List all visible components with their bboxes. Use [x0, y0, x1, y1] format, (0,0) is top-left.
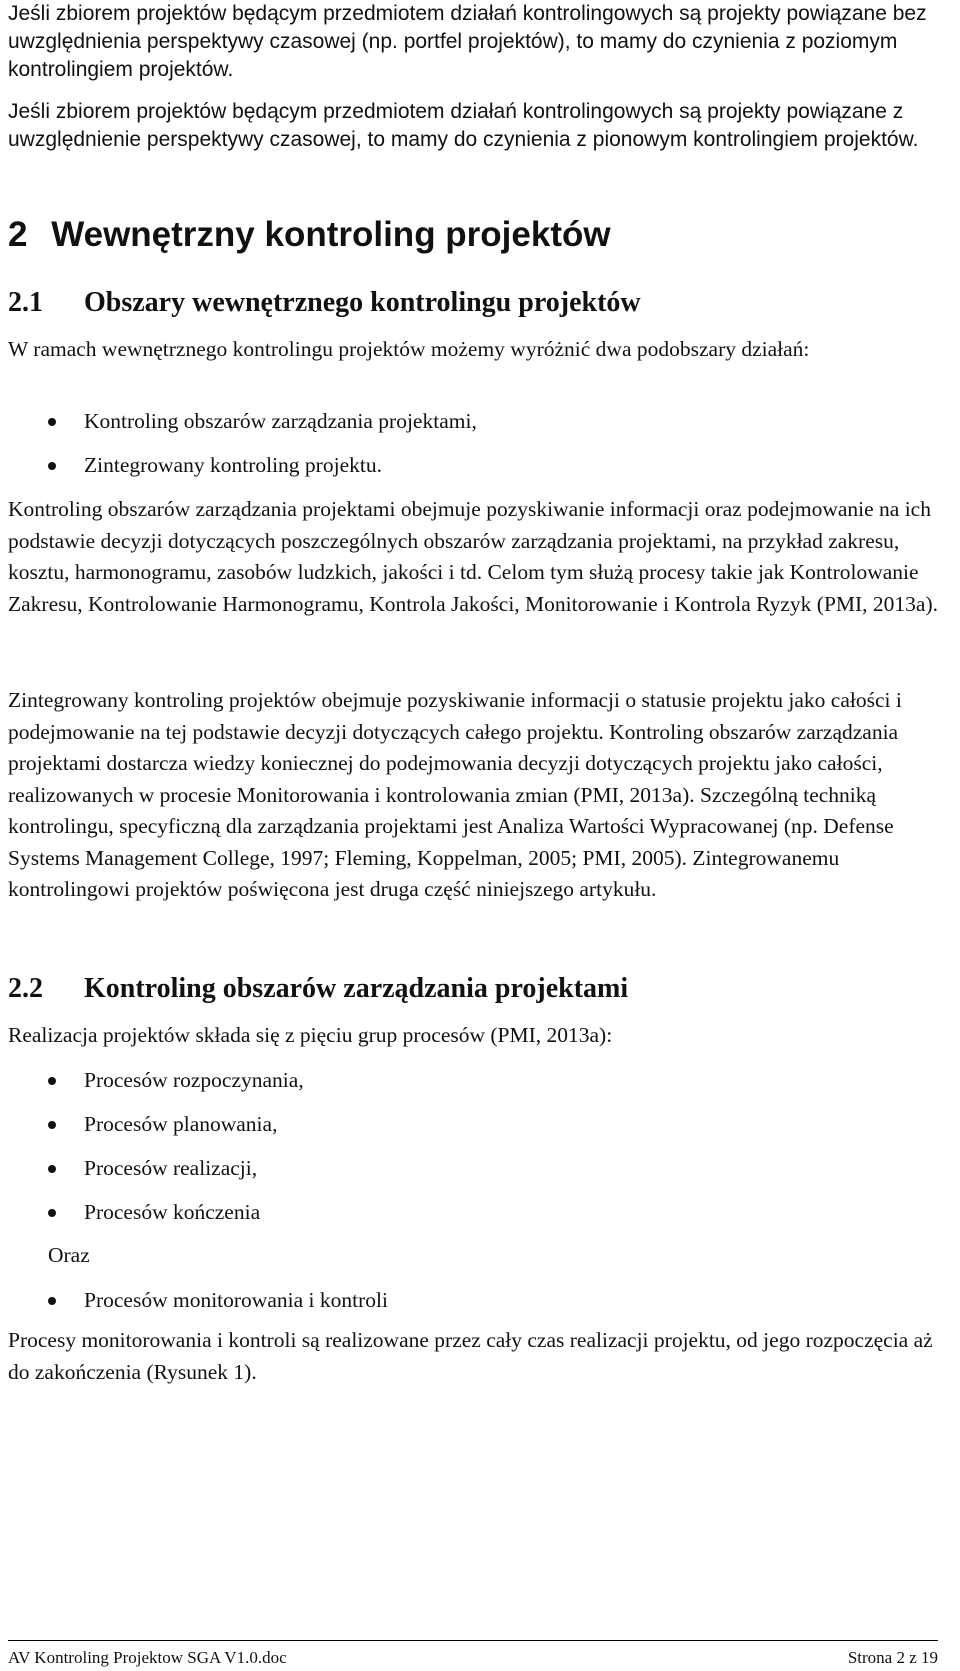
list-item	[8, 1110, 938, 1138]
list-item	[8, 1198, 938, 1226]
list-item-text: Procesów realizacji,	[84, 1156, 258, 1180]
page-footer	[8, 1640, 938, 1667]
bullet-icon	[48, 462, 56, 470]
section-2-1-title: Obszary wewnętrznego kontrolingu projektów	[84, 287, 641, 318]
list-item-text: Procesów kończenia	[84, 1200, 261, 1224]
section-2-2-title: Kontroling obszarów zarządzania projektami	[84, 973, 629, 1004]
list-item-text: Kontroling obszarów zarządzania projektami,	[84, 409, 477, 433]
intro-paragraph-vertical: Jeśli zbiorem projektów będącym przedmiotem działań kontrolingowych są projekty powiązane z uwzględnienie perspektywy czasowej, to mamy do czynienia z pionowym kontrolingiem projektów.	[8, 100, 919, 151]
bullet-icon	[48, 418, 56, 426]
list-item	[8, 407, 938, 435]
list-item	[8, 1066, 938, 1094]
section-2-2-oraz: Oraz	[48, 1243, 90, 1267]
section-2-1-bullet-list	[8, 407, 938, 479]
bullet-icon	[48, 1209, 56, 1217]
bullet-icon	[48, 1297, 56, 1305]
section-2-1-paragraph-integrated: Zintegrowany kontroling projektów obejmuje pozyskiwanie informacji o statusie projektu jako całości i podejmowanie na tej podstawie decyzji dotyczących całego projektu. Kontroling obszarów zarządzania projektami dostarcza wiedzy koniecznej do podejmowania decyzji dotyczących projektu jako całości, realizowanych w procesie Monitorowania i kontrolowania zmian (PMI, 2013a). Szczególną techniką kontrolingu, specyficzną dla zarządzania projektami jest Analiza Wartości Wypracowanej (np. Defense Systems Management College, 1997; Fleming, Koppelman, 2005; PMI, 2005). Zintegrowanemu kontrolingowi projektów poświęcona jest druga część niniejszego artykułu.	[8, 688, 902, 901]
section-2-number: 2	[8, 215, 28, 254]
footer-document-name: AV Kontroling Projektow SGA V1.0.doc	[8, 1648, 287, 1667]
list-item-text: Zintegrowany kontroling projektu.	[84, 453, 382, 477]
section-2-heading	[8, 213, 611, 257]
bullet-icon	[48, 1077, 56, 1085]
section-2-2-bullet-list-2	[8, 1286, 938, 1314]
section-2-2-heading	[8, 971, 628, 1007]
bullet-icon	[48, 1165, 56, 1173]
list-item	[8, 1286, 938, 1314]
list-item	[8, 451, 938, 479]
footer-page-number: Strona 2 z 19	[847, 1648, 938, 1667]
section-2-2-number: 2.2	[8, 973, 43, 1004]
bullet-icon	[48, 1121, 56, 1129]
section-2-1-heading	[8, 285, 641, 321]
section-2-2-bullet-list	[8, 1066, 938, 1226]
list-item-text: Procesów planowania,	[84, 1112, 278, 1136]
section-2-1-number: 2.1	[8, 287, 43, 318]
list-item-text: Procesów monitorowania i kontroli	[84, 1288, 388, 1312]
intro-paragraph-horizontal: Jeśli zbiorem projektów będącym przedmiotem działań kontrolingowych są projekty powiązane bez uwzględnienia perspektywy czasowej (np. portfel projektów), to mamy do czynienia z poziomym kontrolingiem projektów.	[8, 2, 927, 81]
list-item-text: Procesów rozpoczynania,	[84, 1068, 304, 1092]
section-2-title: Wewnętrzny kontroling projektów	[51, 215, 611, 254]
section-2-2-closing: Procesy monitorowania i kontroli są realizowane przez cały czas realizacji projektu, od jego rozpoczęcia aż do zakończenia (Rysunek 1).	[8, 1328, 933, 1384]
list-item	[8, 1154, 938, 1182]
section-2-2-lead: Realizacja projektów składa się z pięciu grup procesów (PMI, 2013a):	[8, 1023, 613, 1047]
section-2-1-paragraph-areas: Kontroling obszarów zarządzania projektami obejmuje pozyskiwanie informacji oraz podejmowanie na ich podstawie decyzji dotyczących poszczególnych obszarów zarządzania projektami, na przykład zakresu, kosztu, harmonogramu, zasobów ludzkich, jakości i td. Celom tym służą procesy takie jak Kontrolowanie Zakresu, Kontrolowanie Harmonogramu, Kontrola Jakości, Monitorowanie i Kontrola Ryzyk (PMI, 2013a).	[8, 497, 939, 616]
section-2-1-lead: W ramach wewnętrznego kontrolingu projektów możemy wyróżnić dwa podobszary działań:	[8, 337, 810, 361]
